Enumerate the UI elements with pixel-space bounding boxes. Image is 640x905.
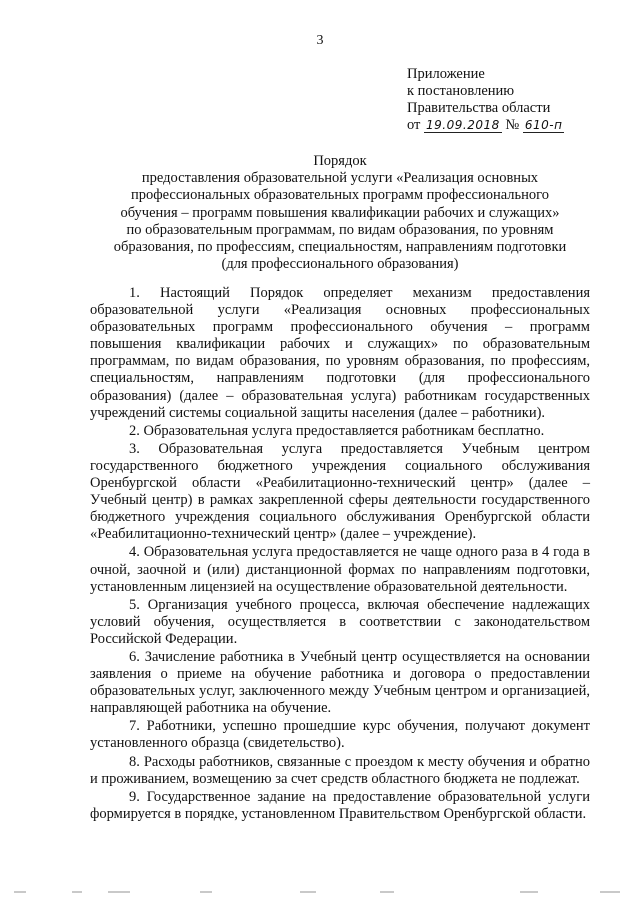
scan-mark (200, 891, 212, 893)
handwritten-number: 610-п (524, 118, 563, 132)
document-title (100, 153, 580, 273)
paragraph-4: 4. Образовательная услуга предоставляется не чаще одного раза в 4 года в очной, заочной и (или) дистанционной формах по направлениям подготовки, установленным лицензией на осуществление образовательной деятельности. (90, 544, 590, 595)
title-line: обучения – программ повышения квалификации рабочих и служащих» (120, 204, 560, 221)
title-line: предоставления образовательной услуги «Реализация основных (141, 170, 539, 187)
scan-mark (300, 891, 316, 893)
paragraph-6: 6. Зачисление работника в Учебный центр осуществляется на основании заявления о приеме на обучение работника и договора о предоставлении образовательных услуг, заключенного между Учебным центром и организацией, направляющей работника на обучение. (90, 648, 590, 717)
scan-mark (600, 891, 620, 893)
page-number: 3 (316, 33, 324, 48)
paragraph-7: 7. Работники, успешно прошедшие курс обучения, получают документ установленного образца (свидетельство). (90, 718, 590, 752)
appendix-line: к постановлению (407, 83, 515, 99)
number-sign: № (505, 117, 520, 133)
scan-mark (380, 891, 394, 893)
paragraph-2: 2. Образовательная услуга предоставляется работникам бесплатно. (129, 422, 545, 439)
handwritten-date: 19.09.2018 (426, 118, 500, 132)
paragraph-9: 9. Государственное задание на предоставление образовательной услуги формируется в порядке, установленном Правительством Оренбургской области. (90, 788, 590, 822)
title-heading: Порядок (313, 153, 367, 169)
scan-mark (108, 891, 130, 893)
document-body (90, 285, 590, 823)
paragraph-3: 3. Образовательная услуга предоставляется Учебным центром государственного бюджетного учреждения социального обслуживания Оренбургской области «Реабилитационно-технический центр» (далее – Учебный центр) в рамках закрепленной сферы деятельности государственного бюджетного учреждения социального обслуживания Оренбургской области «Реабилитационно-технический центр» (далее – учреждение). (90, 440, 590, 543)
paragraph-1: 1. Настоящий Порядок определяет механизм предоставления образовательной услуги «Реализация основных профессиональных образовательных программ профессионального обучения – программ повышения квалификации рабочих и служащих» по образовательным программам, по видам образования, по уровням образования, по профессиям, специальностям, направлениям подготовки (для профессионального образования) (далее – образовательная услуга) работникам государственных учреждений системы социальной защиты населения (далее – работники). (90, 285, 590, 421)
scan-mark (72, 891, 82, 893)
scan-footer-marks (0, 889, 640, 897)
scan-mark (520, 891, 538, 893)
paragraph-5: 5. Организация учебного процесса, включая обеспечение надлежащих условий обучения, осуществляется в соответствии с законодательством Российской Федерации. (90, 596, 590, 647)
appendix-date-line (407, 117, 564, 134)
appendix-line: Правительства области (407, 100, 551, 116)
appendix-block (407, 66, 564, 134)
paragraph-8: 8. Расходы работников, связанные с проездом к месту обучения и обратно и проживанием, возмещению за счет средств областного бюджета не подлежат. (90, 753, 590, 787)
title-line: профессиональных образовательных программ профессионального (130, 187, 550, 204)
title-line: по образовательным программам, по видам образования, по уровням (126, 221, 554, 238)
scan-mark (14, 891, 26, 893)
appendix-line: Приложение (407, 66, 485, 82)
title-line: (для профессионального образования) (221, 256, 459, 273)
date-prefix: от (407, 117, 421, 133)
title-line: образования, по профессиям, специальностям, направлениям подготовки (113, 239, 567, 256)
